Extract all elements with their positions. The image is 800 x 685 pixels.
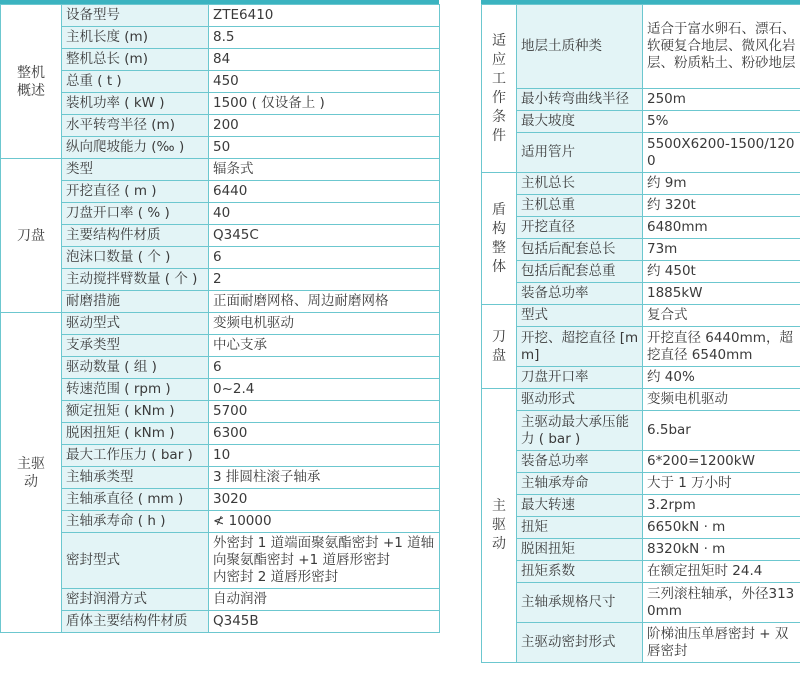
spec-value: 在额定扭矩时 24.4 [643,561,800,583]
spec-value: 10 [209,445,440,467]
right-table [481,4,800,663]
spec-value: 5700 [209,401,440,423]
spec-key: 主要结构件材质 [62,225,209,247]
table-row [1,611,440,633]
table-row [1,357,440,379]
spec-key: 总重 ( t ) [62,71,209,93]
table-row [1,93,440,115]
table-row [1,489,440,511]
table-row [1,335,440,357]
spec-value: 约 320t [643,195,800,217]
spec-value: 6 [209,247,440,269]
table-row [482,367,800,389]
table-row [482,539,800,561]
spec-key: 支承类型 [62,335,209,357]
spec-value: 阶梯油压单唇密封 + 双唇密封 [643,623,800,663]
spec-value: 三列滚柱轴承，外径3130mm [643,583,800,623]
left-spec-table [0,4,439,633]
spec-key: 驱动形式 [517,389,643,411]
spec-value: 约 40% [643,367,800,389]
spec-key: 包括后配套总长 [517,239,643,261]
table-row [1,313,440,335]
table-row [482,261,800,283]
spec-value: 1500 ( 仅设备上 ) [209,93,440,115]
spec-value: ≮ 10000 [209,511,440,533]
spec-value: 复合式 [643,305,800,327]
spec-value: 变频电机驱动 [643,389,800,411]
spec-key: 泡沫口数量 ( 个 ) [62,247,209,269]
group-label-text: 主驱动 [17,455,45,490]
group-label [1,159,62,313]
spec-value: 6480mm [643,217,800,239]
group-label-text: 盾构整体 [492,201,506,275]
spec-key: 耐磨措施 [62,291,209,313]
spec-value: 8320kN · m [643,539,800,561]
spec-key: 装机功率 ( kW ) [62,93,209,115]
spec-value: ZTE6410 [209,5,440,27]
spec-value: 自动润滑 [209,589,440,611]
table-row [1,115,440,137]
group-label [1,313,62,633]
spec-key: 主机总重 [517,195,643,217]
spec-key: 装备总功率 [517,451,643,473]
table-row [482,561,800,583]
group-label-text: 整机概述 [17,64,45,99]
table-row [1,203,440,225]
table-row [482,623,800,663]
table-row [1,49,440,71]
spec-key: 主机长度 (m) [62,27,209,49]
spec-value: 8.5 [209,27,440,49]
spec-key: 设备型号 [62,5,209,27]
spec-key: 脱困扭矩 [517,539,643,561]
table-row [1,511,440,533]
table-row [482,283,800,305]
table-row [482,217,800,239]
spec-key: 包括后配套总重 [517,261,643,283]
spec-key: 主驱动密封形式 [517,623,643,663]
spec-value: 3020 [209,489,440,511]
table-row [482,473,800,495]
spec-value: 变频电机驱动 [209,313,440,335]
spec-value: 3.2rpm [643,495,800,517]
table-row [482,411,800,451]
spec-key: 脱困扭矩 ( kNm ) [62,423,209,445]
spec-key: 装备总功率 [517,283,643,305]
spec-key: 额定扭矩 ( kNm ) [62,401,209,423]
table-row [1,589,440,611]
table-row [482,5,800,89]
spec-key: 开挖直径 ( m ) [62,181,209,203]
table-row [1,291,440,313]
spec-key: 主轴承寿命 ( h ) [62,511,209,533]
table-row [482,195,800,217]
table-row [482,495,800,517]
spec-key: 类型 [62,159,209,181]
group-label [482,305,517,389]
spec-key: 主轴承类型 [62,467,209,489]
table-row [482,111,800,133]
spec-key: 整机总长 (m) [62,49,209,71]
table-row [482,89,800,111]
spec-key: 密封润滑方式 [62,589,209,611]
spec-value: 6300 [209,423,440,445]
table-row [1,467,440,489]
table-row [1,423,440,445]
table-row [1,445,440,467]
spec-key: 开挖、超挖直径 [mm] [517,327,643,367]
table-row [482,133,800,173]
table-row [1,247,440,269]
spec-value: 约 450t [643,261,800,283]
spec-value: 开挖直径 6440mm，超挖直径 6540mm [643,327,800,367]
table-row [482,517,800,539]
spec-key: 盾体主要结构件材质 [62,611,209,633]
spec-key: 地层土质种类 [517,5,643,89]
group-label [482,173,517,305]
spec-key: 驱动数量 ( 组 ) [62,357,209,379]
group-label-text: 刀盘 [492,328,506,364]
spec-value: 6650kN · m [643,517,800,539]
table-row [1,27,440,49]
table-row [1,533,440,589]
spec-key: 主驱动最大承压能力 ( bar ) [517,411,643,451]
group-label [482,5,517,173]
table-row [1,137,440,159]
spec-value: 5500X6200-1500/1200 [643,133,800,173]
table-row [482,305,800,327]
spec-value: 约 9m [643,173,800,195]
spec-key: 主轴承寿命 [517,473,643,495]
spec-value: 6 [209,357,440,379]
spec-key: 主动搅拌臂数量 ( 个 ) [62,269,209,291]
spec-value: 辐条式 [209,159,440,181]
table-row [1,269,440,291]
spec-key: 主轴承直径 ( mm ) [62,489,209,511]
spec-key: 扭矩系数 [517,561,643,583]
spec-value: 6.5bar [643,411,800,451]
group-label [1,5,62,159]
spec-value: 6*200=1200kW [643,451,800,473]
spec-value: 中心支承 [209,335,440,357]
spec-key: 刀盘开口率 ( % ) [62,203,209,225]
table-row [1,5,440,27]
table-row [1,181,440,203]
spec-key: 扭矩 [517,517,643,539]
table-row [482,583,800,623]
group-label-text: 主驱动 [492,498,506,552]
table-row [482,239,800,261]
spec-key: 最大转速 [517,495,643,517]
spec-key: 水平转弯半径 (m) [62,115,209,137]
spec-key: 驱动型式 [62,313,209,335]
group-label [482,389,517,663]
table-row [1,401,440,423]
spec-key: 纵向爬坡能力 (‰ ) [62,137,209,159]
spec-key: 主轴承规格尺寸 [517,583,643,623]
spec-value: 5% [643,111,800,133]
spec-key: 主机总长 [517,173,643,195]
spec-key: 最小转弯曲线半径 [517,89,643,111]
spec-key: 适用管片 [517,133,643,173]
right-spec-table [481,4,800,663]
table-row [1,225,440,247]
spec-value: 正面耐磨网格、周边耐磨网格 [209,291,440,313]
spec-key: 最大坡度 [517,111,643,133]
spec-value: 2 [209,269,440,291]
table-row [482,389,800,411]
spec-key: 型式 [517,305,643,327]
spec-value: 250m [643,89,800,111]
spec-value: 450 [209,71,440,93]
group-label-text: 适应工作条件 [492,32,506,144]
spec-value: Q345C [209,225,440,247]
spec-value: 适合于富水卵石、漂石、软硬复合地层、微风化岩层、粉质粘土、粉砂地层 [643,5,800,89]
spec-value: 73m [643,239,800,261]
spec-value: 6440 [209,181,440,203]
spec-key: 转速范围 ( rpm ) [62,379,209,401]
spec-value: 50 [209,137,440,159]
spec-key: 最大工作压力 ( bar ) [62,445,209,467]
spec-key: 刀盘开口率 [517,367,643,389]
spec-value: 40 [209,203,440,225]
spec-value: 0~2.4 [209,379,440,401]
spec-value: 3 排圆柱滚子轴承 [209,467,440,489]
spec-value: 大于 1 万小时 [643,473,800,495]
table-row [1,379,440,401]
table-row [482,451,800,473]
left-table [0,4,440,633]
spec-value: 外密封 1 道端面聚氨酯密封 +1 道轴向聚氨酯密封 +1 道唇形密封 内密封 2 道唇形密封 [209,533,440,589]
spec-key: 密封型式 [62,533,209,589]
table-row [482,327,800,367]
spec-key: 开挖直径 [517,217,643,239]
table-row [1,71,440,93]
group-label-text: 刀盘 [17,227,45,244]
table-row [1,159,440,181]
spec-value: Q345B [209,611,440,633]
spec-value: 1885kW [643,283,800,305]
spec-value: 84 [209,49,440,71]
table-row [482,173,800,195]
spec-value: 200 [209,115,440,137]
